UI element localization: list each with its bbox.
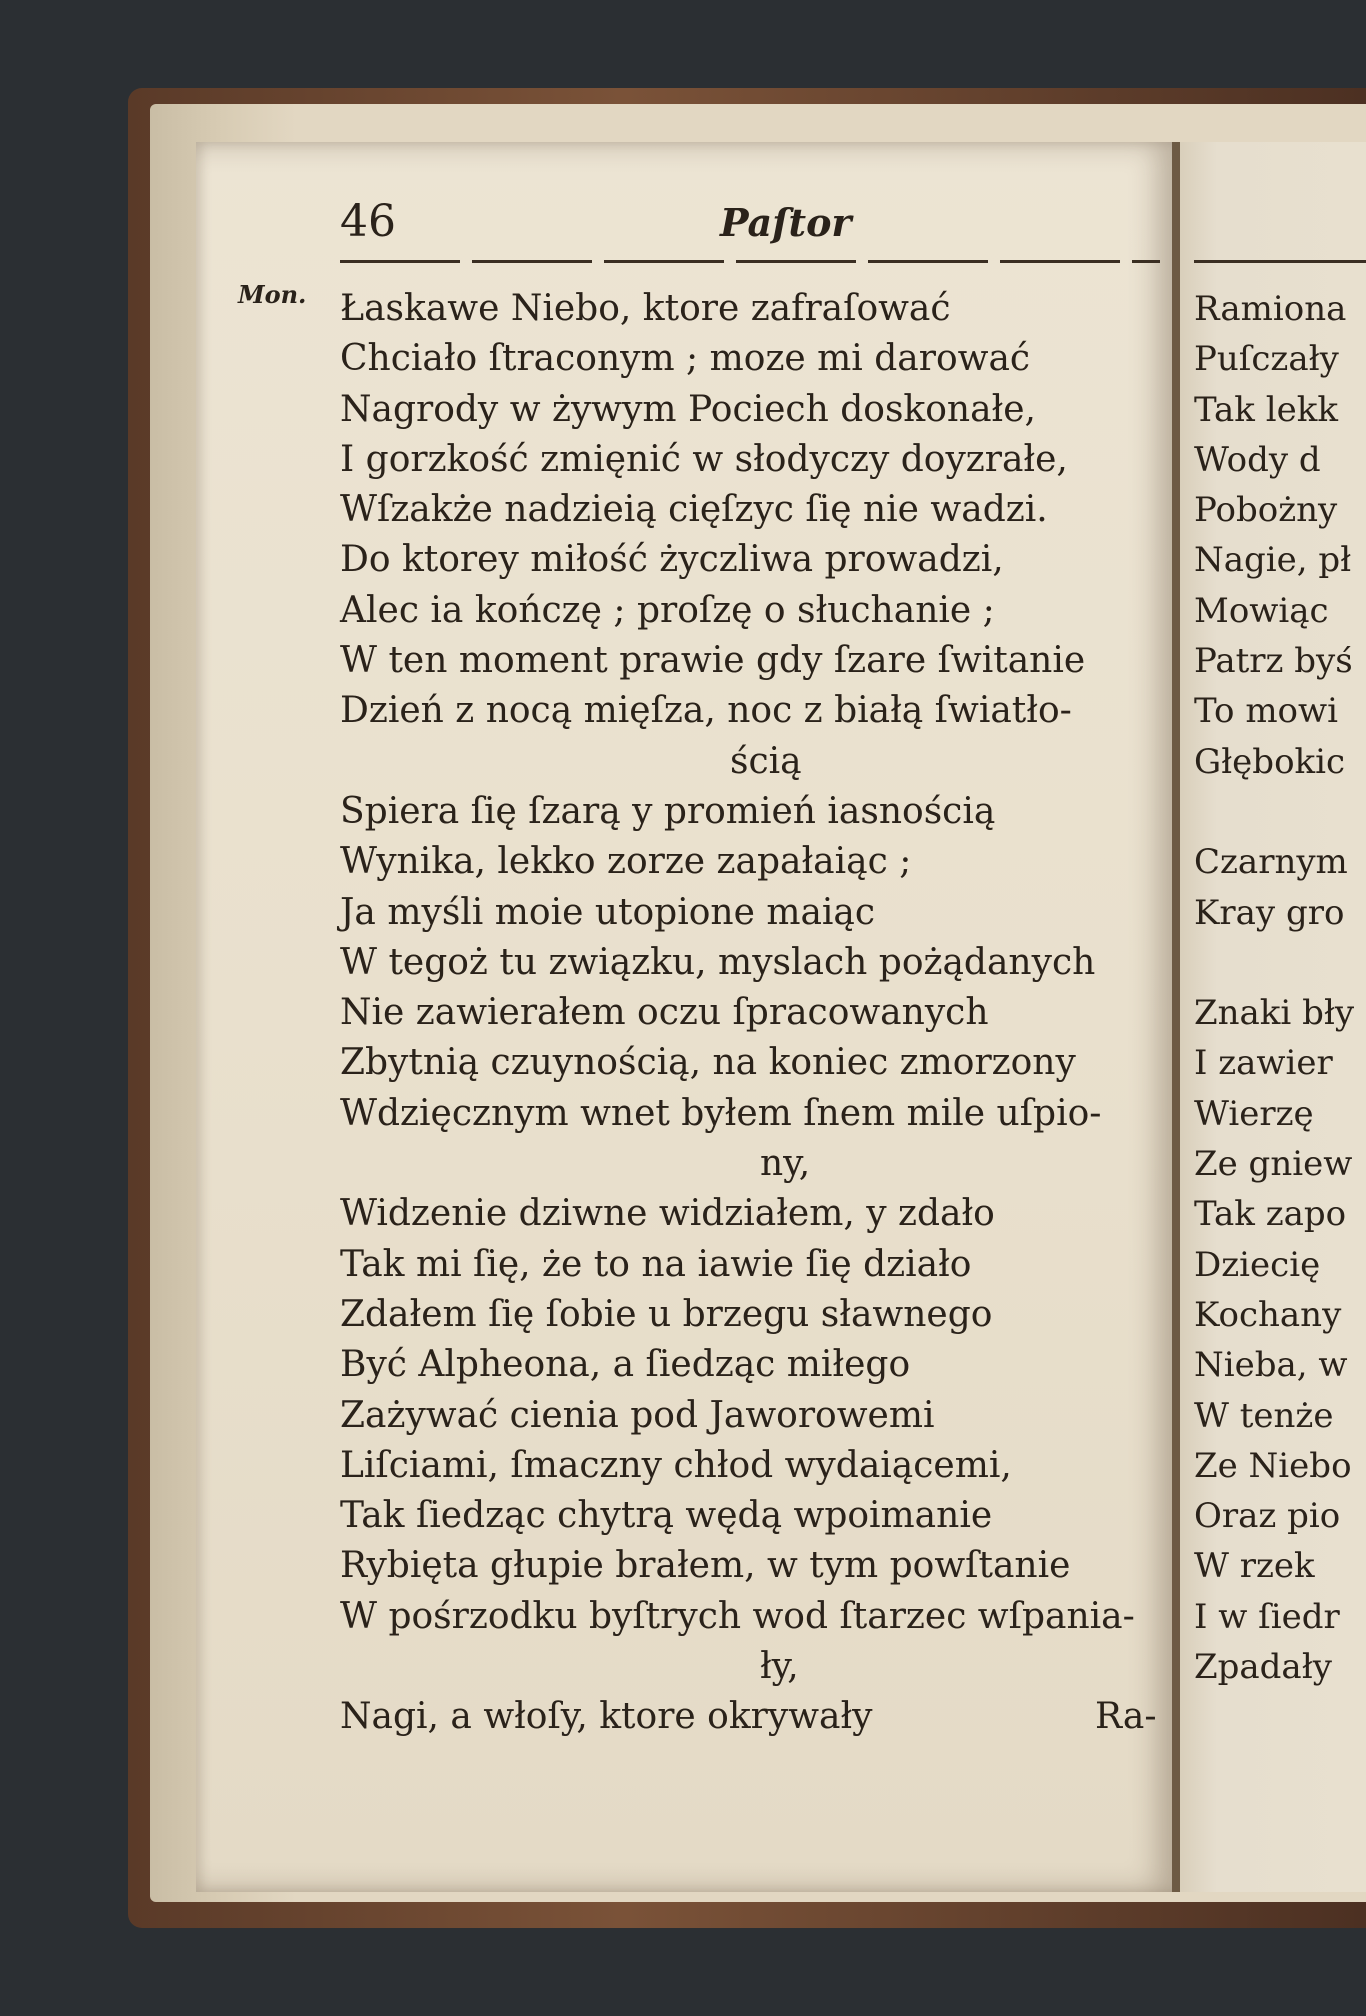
verse-line: Puſczały	[1194, 339, 1339, 380]
verse-line: Wynika, lekko zorze zapałaiąc ;	[340, 841, 912, 883]
verse-line-continuation: ny,	[760, 1143, 811, 1185]
verse-line: Ramiona	[1194, 289, 1347, 329]
verse-line: Zażywać cienia pod Jaworowemi	[340, 1394, 935, 1436]
verse-line: Patrz byś	[1194, 641, 1353, 682]
verse-line: Liſciami, ſmaczny chłod wydaiącemi,	[340, 1444, 1012, 1486]
verse-line: I zawier	[1194, 1043, 1333, 1084]
verse-line: Tak mi ſię, że to na iawie ſię działo	[340, 1243, 972, 1285]
page-header	[340, 196, 1160, 260]
verse-line: W rzek	[1194, 1546, 1315, 1587]
verse-line: Tak zapo	[1194, 1194, 1347, 1235]
verse-line: Wſzakże nadzieią cięſzyc ſię nie wadzi.	[340, 489, 1048, 531]
header-rule	[340, 260, 1160, 263]
stanza-gap	[1194, 787, 1366, 837]
verse-text-left	[340, 284, 1170, 1743]
running-head: Paſtor	[720, 200, 852, 245]
verse-line-last	[340, 1692, 1170, 1742]
verse-line: Ze gniew	[1194, 1144, 1353, 1185]
verse-line: Alec ia kończę ; proſzę o słuchanie ;	[340, 589, 995, 631]
verse-line: Zpadały	[1194, 1647, 1332, 1688]
verse-line: Ze Niebo	[1194, 1445, 1352, 1486]
verse-line: I gorzkość zmięnić w słodyczy doyzrałe,	[340, 438, 1068, 480]
verse-line: Dzień z nocą mięſza, noc z białą ſwiatło-	[340, 690, 1072, 732]
verse-line: Widzenie dziwne widziałem, y zdało	[340, 1193, 995, 1235]
verse-line: Łaskawe Niebo, ktore zafraſować	[340, 288, 951, 329]
speaker-label: Mon.	[238, 280, 307, 309]
right-header-rule	[1194, 260, 1366, 263]
verse-line: Wody d	[1194, 439, 1321, 480]
verse-line: Nagie, pł	[1194, 540, 1352, 581]
verse-line: Wdzięcznym wnet byłem ſnem mile uſpio-	[340, 1092, 1102, 1134]
verse-line: Znaki bły	[1194, 993, 1355, 1034]
stanza-gap	[1194, 938, 1366, 988]
catchword: Ra-	[1095, 1696, 1157, 1738]
verse-line-text: Nagi, a włoſy, ktore okrywały	[340, 1696, 873, 1738]
verse-line: Zdałem ſię ſobie u brzegu sławnego	[340, 1293, 993, 1335]
verse-line: Wierzę	[1194, 1093, 1314, 1134]
verse-line: Tak lekk	[1194, 389, 1338, 430]
verse-line: Pobożny	[1194, 490, 1338, 531]
verse-line: Spiera ſię ſzarą y promień iasnością	[340, 790, 996, 832]
verse-line: Nie zawierałem oczu ſpracowanych	[340, 992, 989, 1034]
verse-line: W tegoż tu związku, myslach pożądanych	[340, 941, 1096, 983]
verse-line: Chciało ſtraconym ; moze mi darować	[340, 338, 1031, 380]
verse-line: W pośrzodku byſtrych wod ſtarzec wſpania-	[340, 1595, 1135, 1637]
verse-line: Oraz pio	[1194, 1496, 1341, 1537]
verse-text-right	[1194, 284, 1366, 1692]
right-page	[1180, 142, 1366, 1892]
verse-line: Nagrody w żywym Pociech doskonałe,	[340, 388, 1036, 430]
verse-line: Zbytnią czuynością, na koniec zmorzony	[340, 1042, 1076, 1084]
verse-line: Rybięta głupie brałem, w tym powſtanie	[340, 1545, 1071, 1587]
verse-line: Nieba, w	[1194, 1345, 1348, 1386]
verse-line: I w ſiedr	[1194, 1596, 1340, 1637]
verse-line: Tak ſiedząc chytrą wędą wpoimanie	[340, 1495, 993, 1537]
verse-line: Mowiąc	[1194, 590, 1329, 631]
verse-line: Dziecię	[1194, 1244, 1321, 1285]
verse-line-continuation: ścią	[730, 740, 802, 782]
verse-line: Czarnym	[1194, 842, 1348, 883]
book-gutter	[1172, 142, 1180, 1892]
verse-line: To mowi	[1194, 691, 1339, 732]
verse-line: Kray gro	[1194, 892, 1345, 933]
verse-line: Być Alpheona, a ſiedząc miłego	[340, 1344, 911, 1386]
verse-line: Kochany	[1194, 1294, 1342, 1335]
verse-line-continuation: ły,	[760, 1646, 799, 1688]
verse-line: Ja myśli moie utopione maiąc	[340, 891, 876, 933]
verse-line: W tenże	[1194, 1395, 1334, 1436]
verse-line: Głębokic	[1194, 741, 1346, 782]
verse-line: W ten moment prawie gdy ſzare ſwitanie	[340, 640, 1086, 682]
page-number: 46	[340, 196, 396, 247]
verse-line: Do ktorey miłość życzliwa prowadzi,	[340, 539, 1004, 581]
